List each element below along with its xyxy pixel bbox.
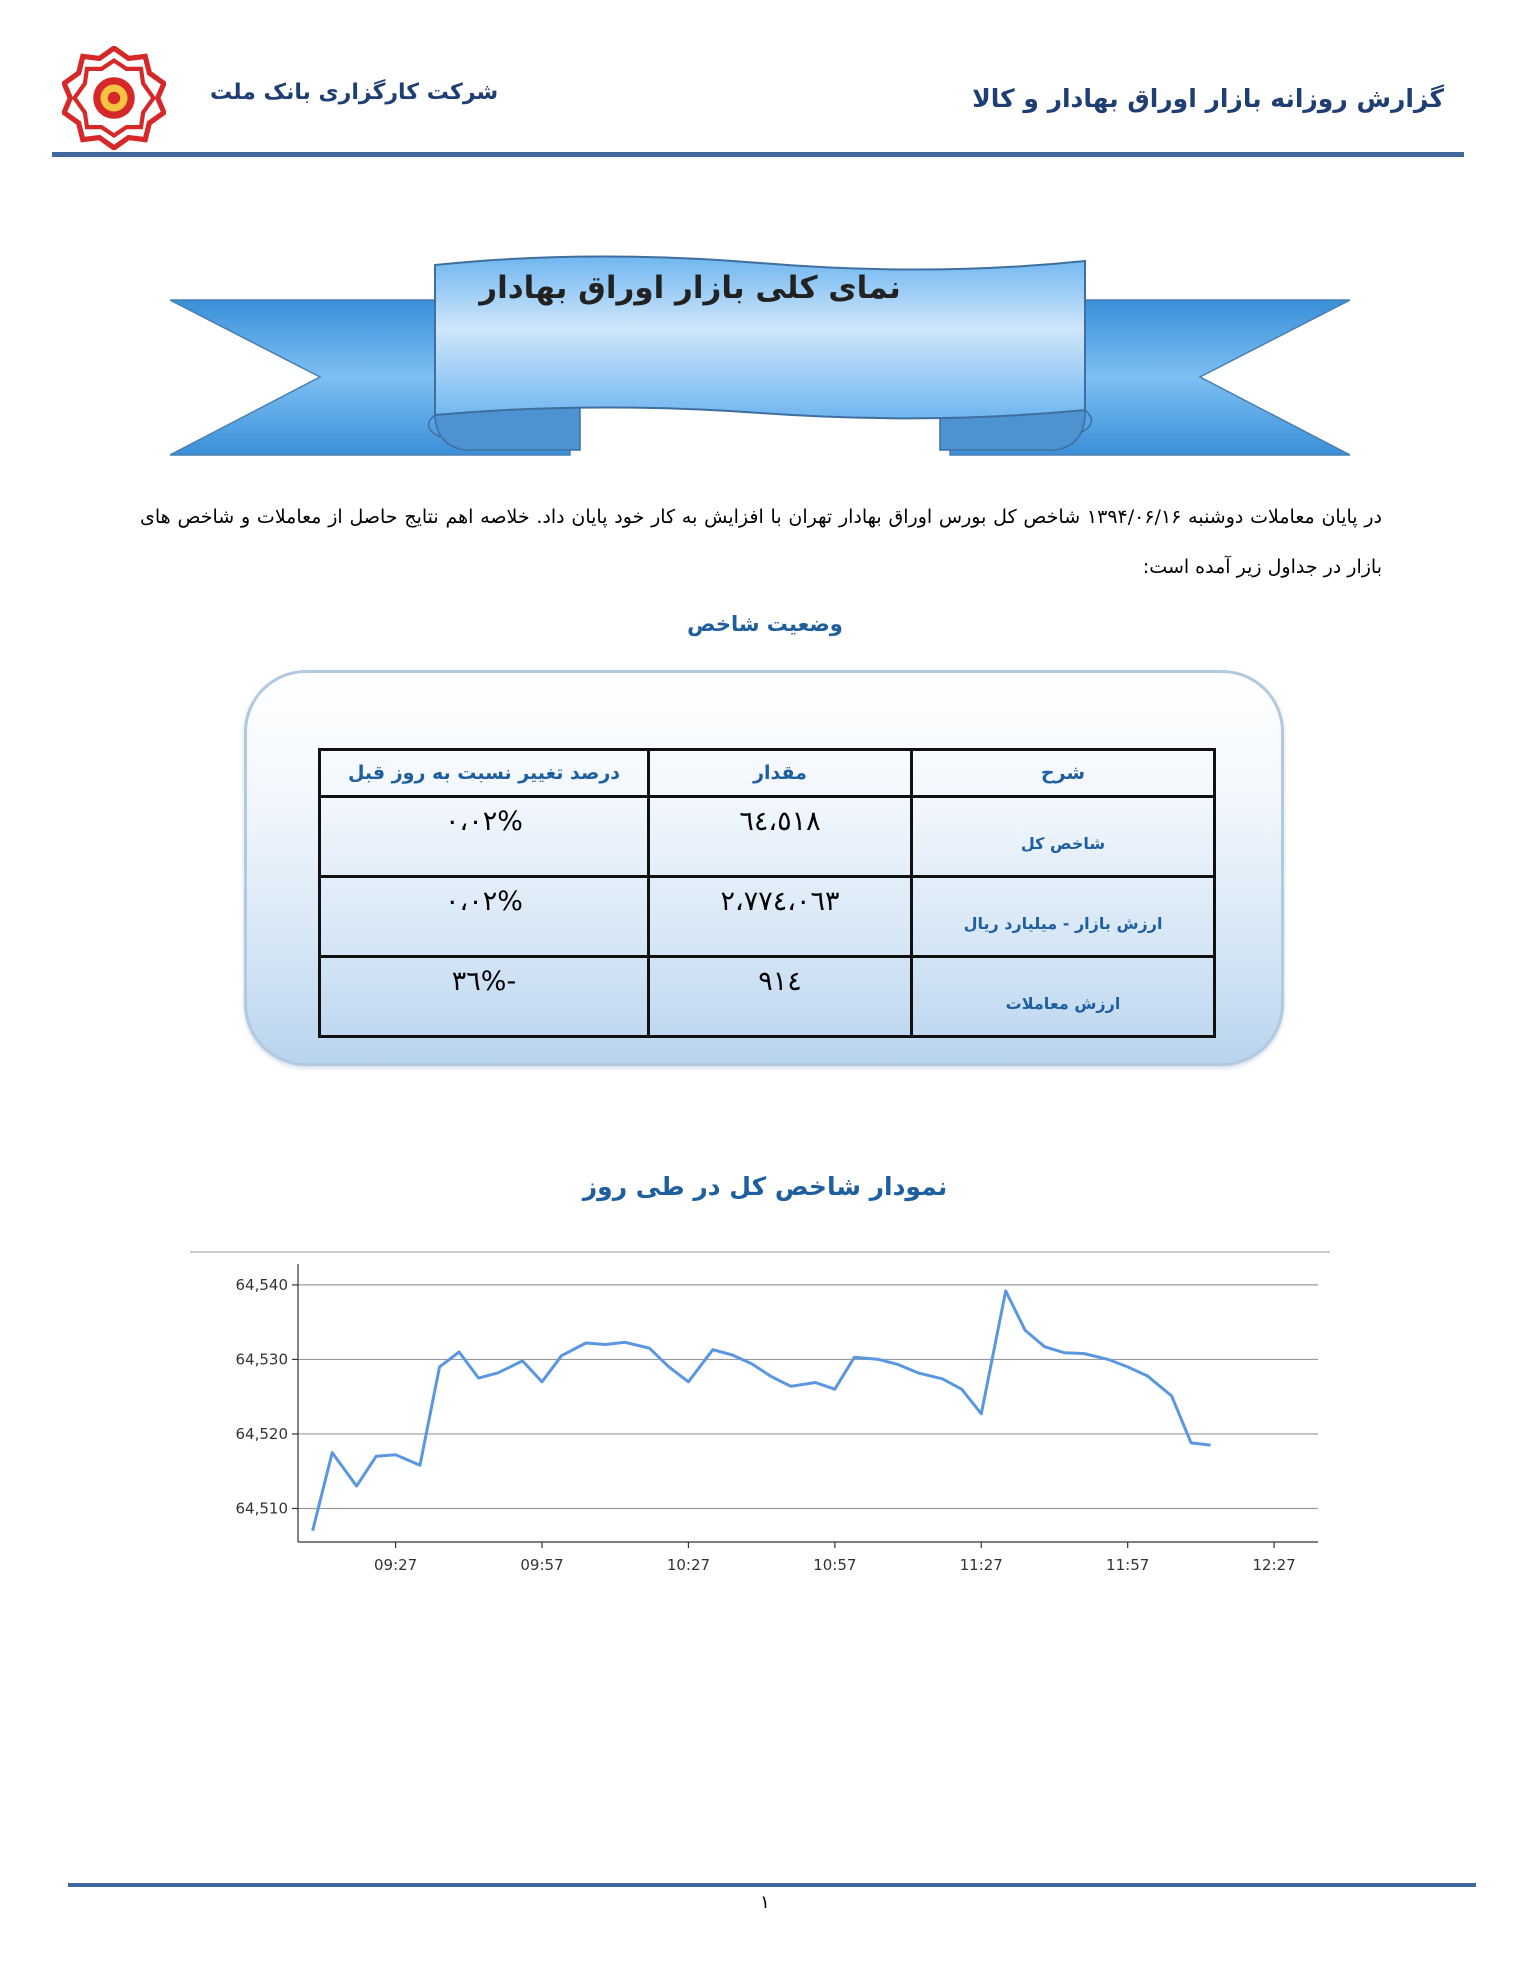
row-change: %٠،٠٢ [320, 877, 649, 957]
x-tick-label: 10:57 [813, 1556, 857, 1574]
y-tick-label: 64,540 [235, 1275, 288, 1294]
x-tick-label: 10:27 [666, 1556, 711, 1574]
y-tick-label: 64,510 [235, 1499, 288, 1518]
index-status-title: وضعیت شاخص [687, 612, 843, 636]
row-label: شاخص کل [912, 797, 1215, 877]
banner-title: نمای کلی بازار اوراق بهادار [479, 270, 901, 306]
x-tick-label: 09:57 [520, 1556, 564, 1574]
header-divider [52, 152, 1464, 157]
page-number: ١ [760, 1892, 770, 1913]
table-row [320, 797, 1215, 877]
x-tick-label: 09:27 [373, 1556, 418, 1574]
header-description: شرح [912, 750, 1215, 797]
x-tick-label: 11:27 [959, 1556, 1003, 1574]
row-amount: ٩١٤ [649, 957, 912, 1037]
row-amount: ٢،٧٧٤،٠٦٣ [649, 877, 912, 957]
table-row [320, 957, 1215, 1037]
row-change: -%٣٦ [320, 957, 649, 1037]
table-header-row [320, 750, 1215, 797]
company-name: شرکت کارگزاری بانک ملت [210, 80, 499, 105]
x-tick-label: 11:57 [1106, 1556, 1150, 1574]
header-change-percent: درصد تغییر نسبت به روز قبل [320, 750, 649, 797]
table-row [320, 877, 1215, 957]
intro-paragraph: در پایان معاملات دوشنبه ۱۳۹۴/۰۶/۱۶ شاخص کل بورس اوراق بهادار تهران با افزایش به کار خود پایان داد. خلاصه اهم نتایج حاصل از معاملات و شاخص های بازار در جداول زیر آمده است: [140, 506, 1382, 578]
row-label: ارزش معاملات [912, 957, 1215, 1037]
y-tick-label: 64,520 [235, 1424, 288, 1443]
index-status-table [318, 748, 1216, 1038]
chart-title: نمودار شاخص کل در طی روز [582, 1172, 948, 1201]
header-amount: مقدار [649, 750, 912, 797]
intraday-index-chart [190, 1250, 1330, 1605]
footer-divider [68, 1883, 1476, 1887]
row-change: %٠،٠٢ [320, 797, 649, 877]
bank-mellat-logo [62, 46, 166, 150]
y-tick-label: 64,530 [235, 1350, 288, 1369]
x-tick-label: 12:27 [1252, 1556, 1296, 1574]
row-amount: ٦٤،٥١٨ [649, 797, 912, 877]
index-series-line [313, 1291, 1211, 1531]
row-label: ارزش بازار - میلیارد ریال [912, 877, 1215, 957]
report-title: گزارش روزانه بازار اوراق بهادار و کالا [972, 84, 1444, 113]
